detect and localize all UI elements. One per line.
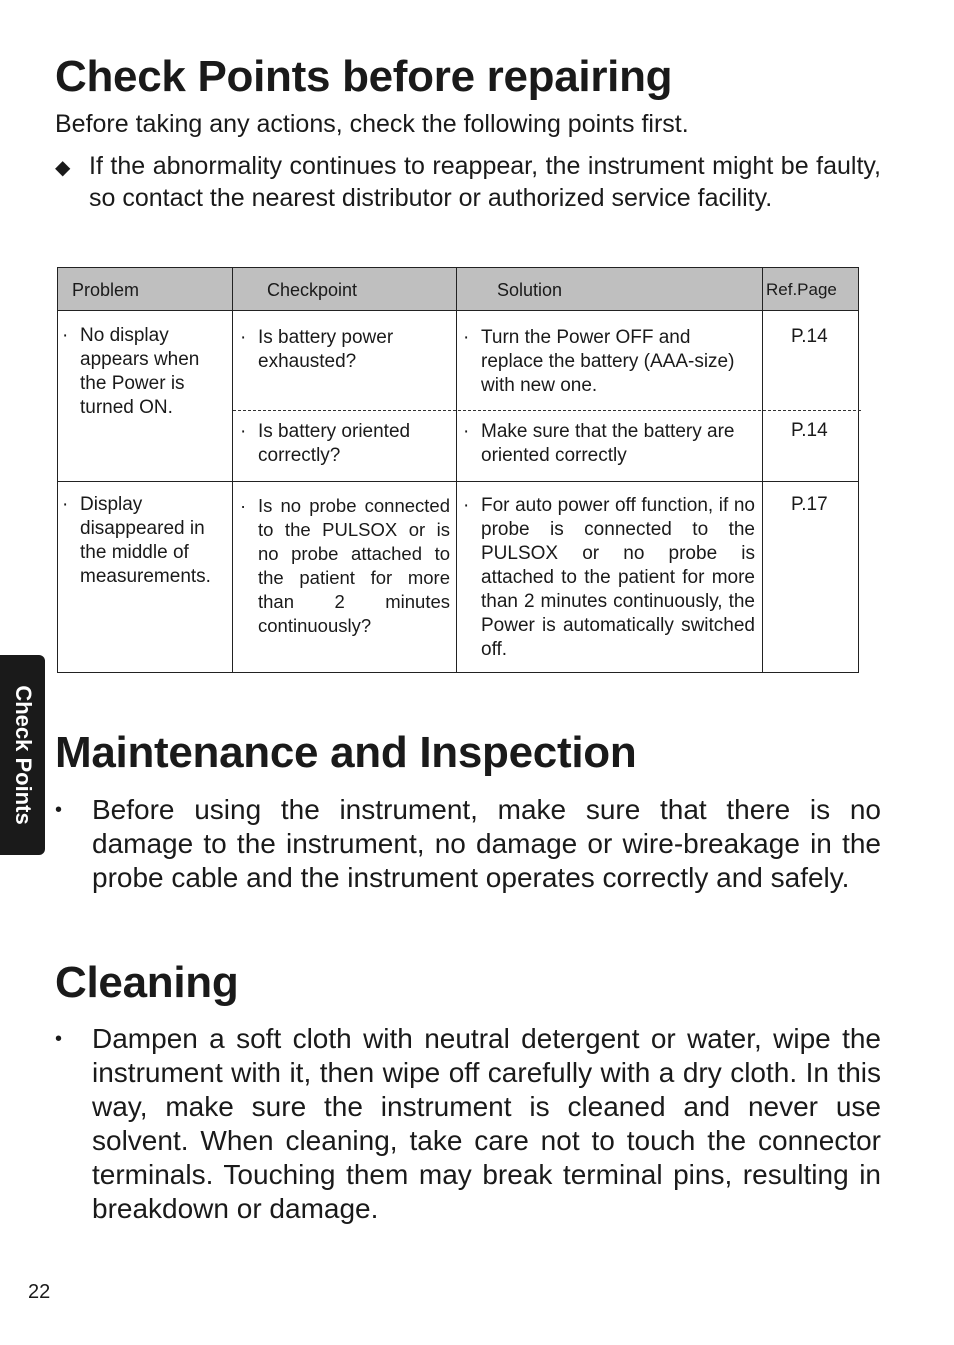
bullet: • xyxy=(55,799,63,821)
page-number: 22 xyxy=(28,1281,51,1303)
table-row-1-checkpoint-1: · Is battery power exhausted? xyxy=(240,327,394,372)
side-tab-check-points xyxy=(0,655,45,855)
header-problem: Problem xyxy=(72,280,140,300)
table-row-1-ref-2: P.14 xyxy=(791,420,828,441)
table-row-1-checkpoint-2: · Is battery oriented correctly? xyxy=(240,421,411,466)
header-checkpoint: Checkpoint xyxy=(267,280,358,300)
header-ref-page: Ref.Page xyxy=(766,280,837,299)
troubleshooting-table xyxy=(57,267,859,673)
cleaning-paragraph xyxy=(55,1022,881,1226)
sub-row-divider xyxy=(233,410,861,411)
warning-note xyxy=(55,150,881,214)
page-title-check-points: Check Points before repairing xyxy=(55,52,673,101)
diamond-icon: ◆ xyxy=(55,157,71,179)
warning-note-text: If the abnormality continues to reappear, the instrument might be faulty, so contact the nearest distributor or authorized service facility. xyxy=(89,152,881,212)
column-divider xyxy=(762,268,763,672)
table-row-2-problem: · Display disappeared in the middle of measurements. xyxy=(62,494,211,587)
section-title-maintenance: Maintenance and Inspection xyxy=(55,728,637,777)
side-tab-label: Check Points xyxy=(10,685,36,825)
table-row-1-solution-1: · Turn the Power OFF and replace the battery (AAA-size) with new one. xyxy=(463,327,735,396)
table-header xyxy=(58,268,858,311)
maintenance-text: Before using the instrument, make sure that there is no damage to the instrument, no damage or wire-breakage in the probe cable and the instrument operates correctly and safely. xyxy=(92,794,881,893)
maintenance-paragraph xyxy=(55,793,881,895)
column-divider xyxy=(456,268,457,672)
row-divider xyxy=(58,481,858,482)
bullet: • xyxy=(55,1028,63,1050)
table-row-1-problem: · No display appears when the Power is turned ON. xyxy=(62,325,200,418)
table-row-1-ref-1: P.14 xyxy=(791,326,828,347)
intro-text: Before taking any actions, check the following points first. xyxy=(55,110,689,138)
table-row-2-ref: P.17 xyxy=(791,494,828,515)
table-row-2-checkpoint: · Is no probe connected to the PULSOX or is no probe attached to the patient for more than 2 minutes continuously? xyxy=(240,495,450,636)
header-solution: Solution xyxy=(497,280,563,300)
column-divider xyxy=(232,268,233,672)
section-title-cleaning: Cleaning xyxy=(55,958,239,1007)
table-row-1-solution-2: · Make sure that the battery are oriented correctly xyxy=(463,421,735,466)
cleaning-text: Dampen a soft cloth with neutral detergent or water, wipe the instrument with it, then wipe off carefully with a dry cloth. In this way, make sure the instrument is cleaned and never use solvent. When cleaning, take care not to touch the connector terminals. Touching them may break terminal pins, resulting in breakdown or damage. xyxy=(92,1023,881,1224)
table-row-2-solution: · For auto power off function, if no probe is connected to the PULSOX or no probe is attached to the patient for more than 2 minutes continuously, the Power is automatically switched off. xyxy=(463,495,755,660)
